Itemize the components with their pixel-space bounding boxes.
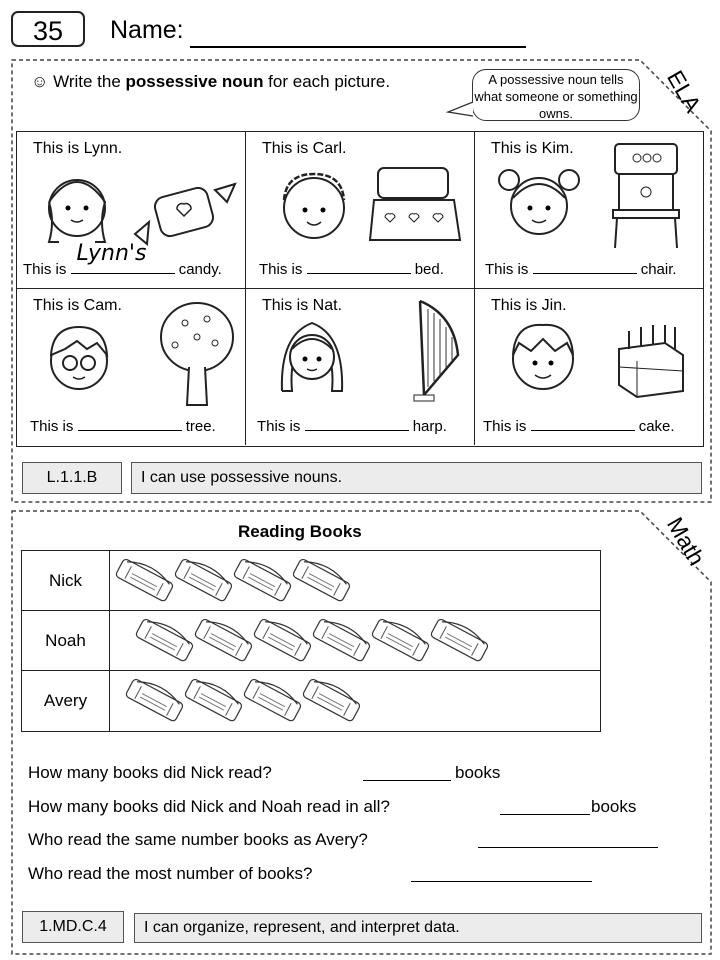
book-icon (370, 616, 430, 666)
kim-chair-picture (489, 140, 699, 252)
answer-line-3[interactable] (478, 847, 658, 848)
cell-title: This is Cam. (33, 297, 122, 314)
pictograph-row-label: Avery (22, 671, 110, 731)
cell-sentence: This is cake. (483, 418, 675, 435)
pictograph-table (21, 550, 601, 732)
cell-sentence: This is harp. (257, 418, 447, 435)
cell-title: This is Nat. (262, 297, 343, 314)
question-1: How many books did Nick read? (28, 763, 272, 782)
cell-title: This is Carl. (262, 140, 347, 157)
pictograph-row (22, 671, 600, 731)
answer-blank[interactable] (305, 416, 409, 431)
cell-lynn (17, 132, 246, 289)
book-icon (429, 616, 489, 666)
bubble-pointer (446, 100, 476, 120)
name-label: Name: (110, 16, 184, 44)
book-icon (252, 616, 312, 666)
answer-blank[interactable] (533, 259, 637, 274)
book-icon (311, 616, 371, 666)
answer-line-4[interactable] (411, 881, 592, 882)
pictograph-title: Reading Books (238, 522, 362, 541)
ela-standard-code: L.1.1.B (22, 462, 122, 494)
possessive-grid (16, 131, 704, 447)
book-icon (173, 556, 233, 606)
cam-tree-picture (37, 297, 242, 409)
book-icon (183, 676, 243, 726)
pictograph-row-label: Nick (22, 551, 110, 610)
answer-blank[interactable] (307, 259, 411, 274)
math-tag: Math (661, 512, 711, 570)
question-3: Who read the same number books as Avery? (28, 830, 368, 849)
possessive-note-bubble: A possessive noun tells what someone or something owns. (472, 69, 640, 121)
nat-harp-picture (264, 295, 469, 407)
ela-instruction: ☺ Write the possessive noun for each picture. (31, 72, 391, 91)
pictograph-row (22, 551, 600, 611)
cell-title: This is Kim. (491, 140, 574, 157)
answer-blank[interactable] (531, 416, 635, 431)
cell-carl (246, 132, 475, 289)
book-icon (301, 676, 361, 726)
cell-sentence: This is bed. (259, 261, 444, 278)
book-icon (124, 676, 184, 726)
question-4: Who read the most number of books? (28, 864, 313, 883)
cell-nat (246, 289, 475, 445)
day-number: 35 (11, 11, 85, 47)
question-2-unit: books (591, 797, 637, 816)
book-icon (291, 556, 351, 606)
cell-title: This is Lynn. (33, 140, 123, 157)
carl-bed-picture (264, 160, 474, 250)
ela-tag: ELA (662, 65, 707, 117)
cell-sentence: This is chair. (485, 261, 677, 278)
pictograph-row-label: Noah (22, 611, 110, 670)
pictograph-row (22, 611, 600, 671)
math-standard-text: I can organize, represent, and interpret data. (134, 913, 702, 943)
lynn-candy-picture (39, 162, 239, 246)
book-icon (114, 556, 174, 606)
answer-line-1[interactable] (363, 780, 451, 781)
question-2: How many books did Nick and Noah read in all? (28, 797, 390, 816)
book-icon (134, 616, 194, 666)
cell-title: This is Jin. (491, 297, 567, 314)
answer-blank[interactable] (78, 416, 182, 431)
cell-jin (475, 289, 703, 445)
jin-cake-picture (495, 315, 700, 405)
answer-line-2[interactable] (500, 814, 590, 815)
answer-blank[interactable]: Lynn's (71, 259, 175, 274)
cell-cam (17, 289, 246, 445)
cell-kim (475, 132, 703, 289)
cell-sentence: This is Lynn's candy. (23, 241, 222, 278)
book-icon (242, 676, 302, 726)
cell-sentence: This is tree. (30, 418, 216, 435)
ela-standard-text: I can use possessive nouns. (131, 462, 702, 494)
book-icon (193, 616, 253, 666)
book-icon (232, 556, 292, 606)
question-1-unit: books (455, 763, 501, 782)
math-standard-code: 1.MD.C.4 (22, 911, 124, 943)
